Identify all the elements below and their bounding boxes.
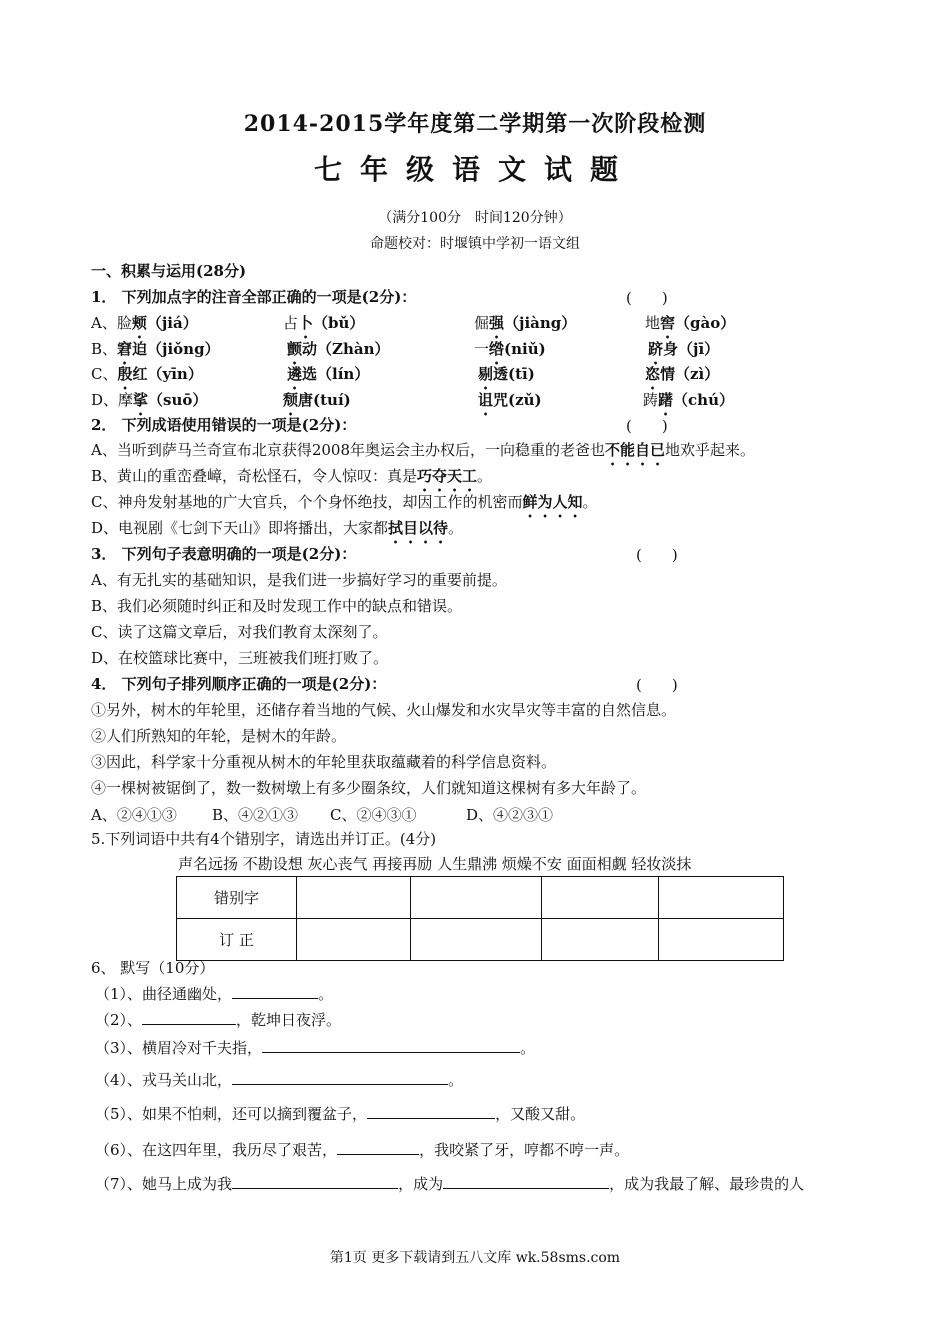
q3-option-d: D、在校篮球比赛中，三班被我们班打败了。 (91, 649, 389, 667)
q3-option-b: B、我们必须随时纠正和及时发现工作中的缺点和错误。 (91, 597, 463, 615)
q2-answer-paren: ( ) (626, 417, 668, 435)
row-label-wrong: 错别字 (177, 877, 297, 919)
q1-c1: C、殷红（yīn） (91, 365, 203, 383)
q6-stem: 6、 默写（10分） (91, 959, 215, 977)
q5-stem: 5.下列词语中共有4个错别字，请选出并订正。(4分) (91, 830, 437, 848)
answer-cell[interactable] (542, 877, 659, 919)
blank-line[interactable] (232, 1068, 448, 1085)
row-label-correct: 订 正 (177, 919, 297, 961)
q2-option-a: A、当听到萨马兰奇宣布北京获得2008年奥运会主办权后，一向稳重的老爸也不能自已地欢乎起来。 (91, 441, 756, 459)
q2-stem: 2． 下列成语使用错误的一项是(2分)： (91, 416, 357, 434)
q6-item-6: （6）、在这四年里，我历尽了艰苦， ，我咬紧了牙，哼都不哼一声。 (95, 1138, 629, 1160)
answer-cell[interactable] (297, 919, 411, 961)
exam-subtitle: 七年级语文试题 (313, 153, 636, 186)
answer-cell[interactable] (659, 877, 784, 919)
q3-stem: 3． 下列句子表意明确的一项是(2分)： (91, 545, 357, 563)
answer-cell[interactable] (542, 919, 659, 961)
table-row (177, 919, 784, 961)
blank-line[interactable] (337, 1138, 419, 1155)
blank-line[interactable] (232, 1172, 398, 1189)
score-time: （满分100分 时间120分钟） (378, 210, 572, 226)
q1-b3: 一绺(niǔ) (474, 340, 546, 358)
q4-choice-c: C、②④③① (330, 806, 417, 824)
q4-sentence-4: ④一棵树被锯倒了，数一数树墩上有多少圈条纹，人们就知道这棵树有多大年龄了。 (91, 779, 647, 797)
blank-line[interactable] (232, 982, 318, 999)
q4-sentence-1: ①另外，树木的年轮里，还储存着当地的气候、火山爆发和水灾旱灾等丰富的自然信息。 (91, 701, 677, 719)
q6-item-5: （5）、如果不怕刺，还可以摘到覆盆子， ，又酸又甜。 (95, 1102, 585, 1124)
q1-a3: 倔强（jiàng） (474, 314, 577, 332)
q1-c4: 恣情（zì） (645, 365, 720, 383)
q2-option-c: C、神舟发射基地的广大官兵，个个身怀绝技，却因工作的机密而鲜为人知。 (91, 493, 598, 511)
q1-stem: 1． 下列加点字的注音全部正确的一项是(2分)： (91, 288, 417, 306)
q1-answer-paren: ( ) (626, 289, 668, 307)
blank-line[interactable] (367, 1102, 495, 1119)
q1-c3: 剔透(tī) (478, 365, 535, 383)
answer-cell[interactable] (411, 919, 542, 961)
q1-b4: 跻身（jī） (648, 340, 720, 358)
q4-sentence-2: ②人们所熟知的年轮，是树木的年龄。 (91, 727, 347, 745)
q4-choice-b: B、④②①③ (212, 806, 299, 824)
q1-b2: 颤动（Zhàn） (287, 340, 390, 358)
q1-d2: 颓唐(tuí) (283, 391, 351, 409)
page-footer: 第1页 更多下载请到五八文库 wk.58sms.com (329, 1250, 621, 1266)
q3-option-a: A、有无扎实的基础知识，是我们进一步搞好学习的重要前提。 (91, 571, 507, 589)
answer-cell[interactable] (659, 919, 784, 961)
q4-answer-paren: ( ) (636, 676, 678, 694)
answer-cell[interactable] (297, 877, 411, 919)
q3-answer-paren: ( ) (636, 546, 678, 564)
blank-line[interactable] (142, 1008, 236, 1025)
section1-heading: 一、积累与运用(28分) (91, 262, 247, 280)
proofreader: 命题校对：时堰镇中学初一语文组 (370, 236, 580, 252)
exam-title: 2014-2015学年度第二学期第一次阶段检测 (243, 111, 707, 137)
q1-d3: 诅咒(zǔ) (478, 391, 542, 409)
q6-item-7: （7）、她马上成为我 ，成为 ，成为我最了解、最珍贵的人 (95, 1172, 804, 1194)
q2-option-b: B、黄山的重峦叠嶂，奇松怪石，令人惊叹：真是巧夺天工。 (91, 467, 493, 485)
q2-option-d: D、电视剧《七剑下天山》即将播出，大家都拭目以待。 (91, 519, 464, 537)
blank-line[interactable] (262, 1036, 520, 1053)
q1-a1: A、脸颊（jiá） (91, 314, 198, 332)
q1-b1: B、窘迫（jiǒng） (91, 340, 220, 358)
correction-table (176, 876, 784, 961)
q6-item-3: （3）、横眉冷对千夫指， 。 (95, 1036, 535, 1058)
q4-choice-d: D、④②③① (466, 806, 554, 824)
q1-a2: 占卜（bǔ） (283, 314, 365, 332)
answer-cell[interactable] (411, 877, 542, 919)
q1-a4: 地窖（gào） (645, 314, 736, 332)
q3-option-c: C、读了这篇文章后，对我们教育太深刻了。 (91, 623, 388, 641)
q4-choice-a: A、②④①③ (91, 806, 177, 824)
q1-c2: 遴选（lín） (287, 365, 370, 383)
q6-item-1: （1）、曲径通幽处， 。 (95, 982, 333, 1004)
q4-sentence-3: ③因此，科学家十分重视从树木的年轮里获取蕴藏着的科学信息资料。 (91, 753, 557, 771)
q6-item-4: （4）、戎马关山北， 。 (95, 1068, 463, 1090)
q4-stem: 4． 下列句子排列顺序正确的一项是(2分)： (91, 675, 387, 693)
q5-word-list: 声名远扬 不勘设想 灰心丧气 再接再励 人生鼎沸 烦燥不安 面面相觑 轻妆淡抹 (178, 855, 692, 873)
table-row (177, 877, 784, 919)
q1-d1: D、摩挲（suō） (91, 391, 208, 409)
q6-item-2: （2）、 ，乾坤日夜浮。 (95, 1008, 341, 1030)
blank-line[interactable] (443, 1172, 609, 1189)
q1-d4: 踌躇（chú） (643, 391, 734, 409)
